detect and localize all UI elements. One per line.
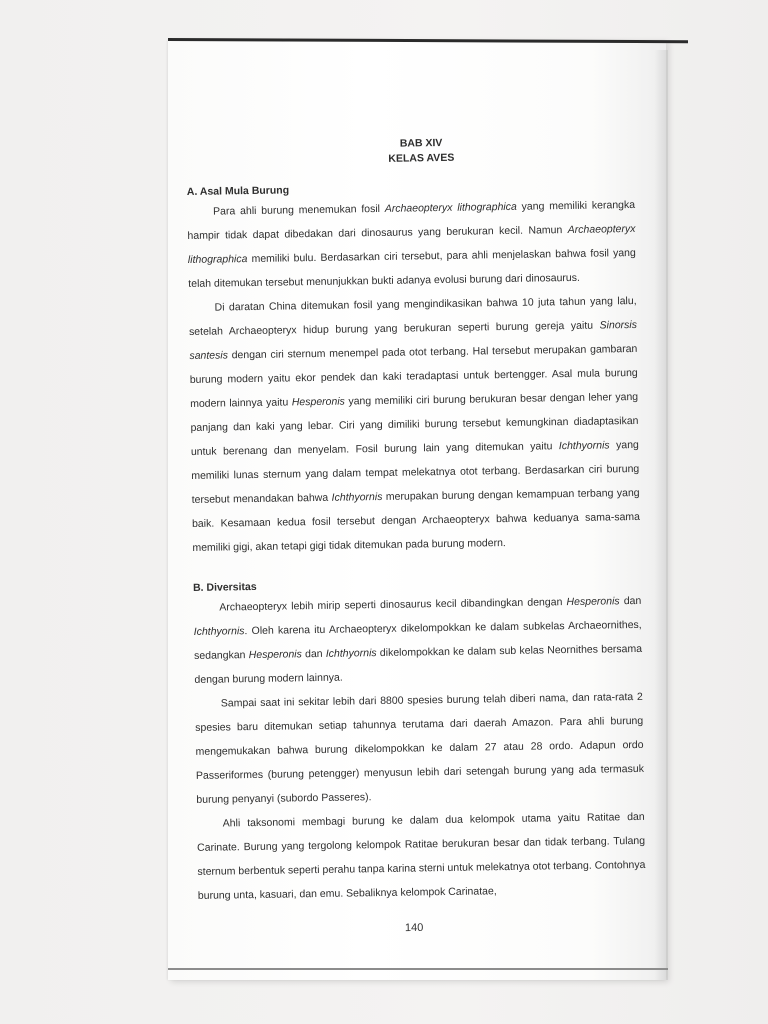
text-run: Sampai saat ini sekitar lebih dari 8800 spesies burung telah diberi nama, dan rata-rata 2 spesies baru ditemukan setiap tahunnya terutama dari daerah Amazon. Para ahli burung mengemukakan bahwa burung dikelompokkan ke dalam 27 atau 28 ordo. Adapun ordo Passeriformes (burung petengger) menyusun lebih dari setengah burung yang ada termasuk burung penyanyi (subordo Passeres).: [195, 690, 645, 806]
text-run: yang memiliki lunas sternum yang dalam tempat melekatnya otot terbang. Berdasarkan ciri burung tersebut menandakan bahwa: [191, 438, 640, 506]
text-run: dan: [301, 647, 326, 661]
page-curl-shadow: [654, 50, 668, 980]
text-run: Di daratan China ditemukan fosil yang mengindikasikan bahwa 10 juta tahun yang lalu, setelah Archaeopteryx hidup burung yang berukuran seperti burung gereja yaitu: [188, 294, 637, 338]
chapter-title: KELAS AVES: [388, 151, 455, 165]
section-heading: B. Diversitas: [192, 580, 257, 594]
page-bottom-edge: [168, 968, 668, 970]
text-run: Archaeopteryx lebih mirip seperti dinosaurus kecil dibandingkan dengan: [219, 596, 567, 614]
chapter-number: BAB XIV: [399, 136, 443, 150]
paragraph: [193, 589, 642, 692]
paragraph: [197, 805, 646, 908]
species-name: Ichthyornis: [558, 439, 610, 453]
paragraph: [195, 685, 645, 812]
chapter-title-block: [208, 133, 634, 170]
text-run: memiliki bulu. Berdasarkan ciri tersebut, para ahli menjelaskan bahwa fosil yang telah ditemukan tersebut menunjukkan bukti adanya evolusi burung dari dinosaurus.: [188, 246, 636, 290]
text-run: dikelompokkan ke dalam sub kelas Neornithes bersama dengan burung modern lainnya.: [194, 642, 643, 686]
text-run: merupakan burung dengan kemampuan terbang yang baik. Kesamaan kedua fosil tersebut dengan Archaeopteryx bahwa keduanya sama-sama memiliki gigi, akan tetapi gigi tidak ditemukan pada burung modern.: [191, 486, 641, 554]
species-name: Sinorsis santesis: [189, 318, 638, 362]
text-run: yang memiliki ciri burung berukuran besar dengan leher yang panjang dan kaki yang lebar. Ciri yang dimiliki burung tersebut kemungkinan diadaptasikan untuk berenang dan menyelam. Fosil burung lain yang ditemukan yaitu: [190, 390, 639, 458]
species-name: Archaeopteryx lithographica: [384, 200, 517, 215]
species-name: Hesperonis: [291, 395, 345, 409]
species-name: Hesperonis: [566, 595, 620, 609]
paragraph: [187, 193, 636, 296]
species-name: Ichthyornis: [325, 647, 377, 660]
species-name: Archaeopteryx lithographica: [187, 222, 636, 266]
page-number: 140: [404, 921, 424, 935]
page-content: [186, 133, 646, 908]
paragraph: [188, 289, 640, 560]
text-run: yang memiliki kerangka hampir tidak dapat dibedakan dari dinosaurus yang berukuran kecil. Namun: [187, 198, 636, 242]
text-run: Para ahli burung menemukan fosil: [213, 202, 385, 218]
text-run: Ahli taksonomi membagi burung ke dalam dua kelompok utama yaitu Ratitae dan Carinate. Burung yang tergolong kelompok Ratitae berukuran besar dan tidak terbang. Tulang sternum berbentuk seperti perahu tanpa karina sterni untuk melekatnya otot terbang. Contohnya burung unta, kasuari, dan emu. Sebaliknya kelompok Carinatae,: [197, 810, 646, 902]
sections-container: [187, 177, 646, 908]
species-name: Ichthyornis: [193, 625, 245, 638]
text-run: dan: [619, 594, 642, 608]
section-heading: A. Asal Mula Burung: [186, 184, 290, 198]
text-run: . Oleh karena itu Archaeopteryx dikelompokkan ke dalam subkelas Archaeornithes, sedangkan: [194, 618, 642, 662]
species-name: Hesperonis: [248, 648, 302, 662]
text-run: dengan ciri sternum menempel pada otot terbang. Hal tersebut merupakan gambaran burung modern yaitu ekor pendek dan kaki teradaptasi untuk bertengger. Asal mula burung modern lainnya yaitu: [189, 342, 638, 410]
species-name: Ichthyornis: [331, 490, 383, 504]
